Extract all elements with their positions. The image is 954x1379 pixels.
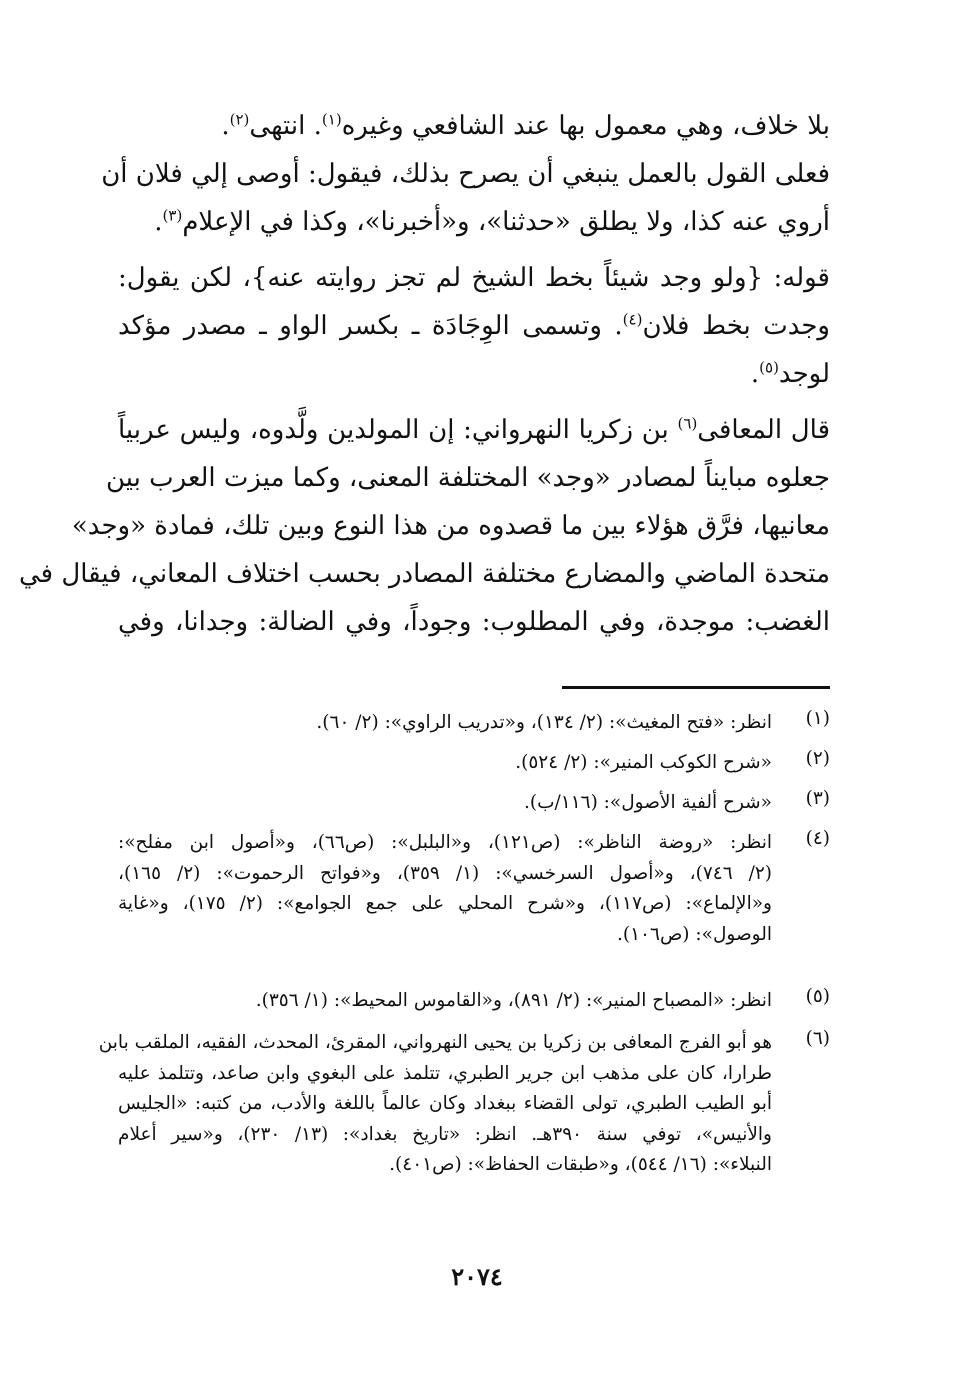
footnote-number: (٤) xyxy=(805,828,830,849)
footnote-number: (٢) xyxy=(805,748,830,769)
body-line-9: معانيها، فرَّق هؤلاء بين ما قصدوه من هذا النوع وبين تلك، فمادة «وجد» xyxy=(71,511,830,541)
body-line-7: قال المعافى$^{(٦)}$ بن زكريا النهرواني: إن المولدين ولَّدوه، وليس عربياً xyxy=(118,414,830,445)
body-line-5: وجدت بخط فلان$^{(٤)}$. وتسمى الوِجَادَة ـ بكسر الواو ـ مصدر مؤكد xyxy=(118,310,830,341)
body-line-8: جعلوه مبايناً لمصادر «وجد» المختلفة المعنى، وكما ميزت العرب بين xyxy=(105,463,830,493)
footnote-number: (١) xyxy=(805,708,830,729)
footnote-line: الوصول»: (ص١٠٦). xyxy=(617,923,772,945)
body-line-6: لوجد$^{(٥)}$. xyxy=(750,358,830,389)
footnote-line: هو أبو الفرج المعافى بن زكريا بن يحيى النهرواني، المقرئ، المحدث، الفقيه، الملقب بابن xyxy=(98,1032,772,1053)
footnote-number: (٣) xyxy=(805,788,830,809)
footnote-line: والأنيس»، توفي سنة ٣٩٠هـ. انظر: «تاريخ بغداد»: (١٣/ ٢٣٠)، و«سير أعلام xyxy=(118,1123,772,1145)
body-line-3: أروي عنه كذا، ولا يطلق «حدثنا»، و«أخبرنا»، وكذا في الإعلام$^{(٣)}$. xyxy=(154,206,830,237)
body-line-10: متحدة الماضي والمضارع مختلفة المصادر بحسب اختلاف المعاني، فيقال في xyxy=(19,559,830,589)
footnote-separator xyxy=(562,686,830,689)
body-line-2: فعلى القول بالعمل ينبغي أن يصرح بذلك، فيقول: أوصى إلي فلان أن xyxy=(101,159,830,189)
footnote-line: «شرح ألفية الأصول»: (١١٦/ب). xyxy=(524,792,772,813)
footnote-line: «شرح الكوكب المنير»: (٢/ ٥٢٤). xyxy=(515,752,772,773)
footnote-line: انظر: «روضة الناظر»: (ص١٢١)، و«البلبل»: (ص٦٦)، و«أصول ابن مفلح»: xyxy=(118,832,772,853)
footnote-line: و«الإلماع»: (ص١١٧)، و«شرح المحلي على جمع الجوامع»: (٢/ ١٧٥)، و«غاية xyxy=(118,893,772,914)
body-line-11: الغضب: موجدة، وفي المطلوب: وجوداً، وفي الضالة: وجدانا، وفي xyxy=(118,607,830,637)
footnote-line: انظر: «المصباح المنير»: (٢/ ٨٩١)، و«القاموس المحيط»: (١/ ٣٥٦). xyxy=(255,990,772,1011)
footnote-line: النبلاء»: (١٦/ ٥٤٤)، و«طبقات الحفاظ»: (ص٤٠١). xyxy=(389,1154,772,1175)
footnote-line: انظر: «فتح المغيث»: (٢/ ١٣٤)، و«تدريب الراوي»: (٢/ ٦٠). xyxy=(316,712,772,733)
body-line-1: بلا خلاف، وهي معمول بها عند الشافعي وغيره$^{(١)}$. انتهى$^{(٢)}$. xyxy=(221,110,830,141)
footnote-number: (٦) xyxy=(805,1028,830,1049)
footnote-line: طرارا، كان على مذهب ابن جرير الطبري، تتلمذ على البغوي وابن صاعد، وتتلمذ عليه xyxy=(118,1062,772,1084)
footnote-number: (٥) xyxy=(805,986,830,1007)
footnote-line: (٢/ ٧٤٦)، و«أصول السرخسي»: (١/ ٣٥٩)، و«فواتح الرحموت»: (٢/ ١٦٥)، xyxy=(118,862,773,884)
body-line-4: قوله: {ولو وجد شيئاً بخط الشيخ لم تجز روايته عنه}، لكن يقول: xyxy=(118,263,830,293)
footnote-line: أبو الطيب الطبري، تولى القضاء ببغداد وكان عالماً باللغة والأدب، من كتبه: «الجليس xyxy=(118,1093,772,1114)
page-number: ٢٠٧٤ xyxy=(451,1262,503,1291)
